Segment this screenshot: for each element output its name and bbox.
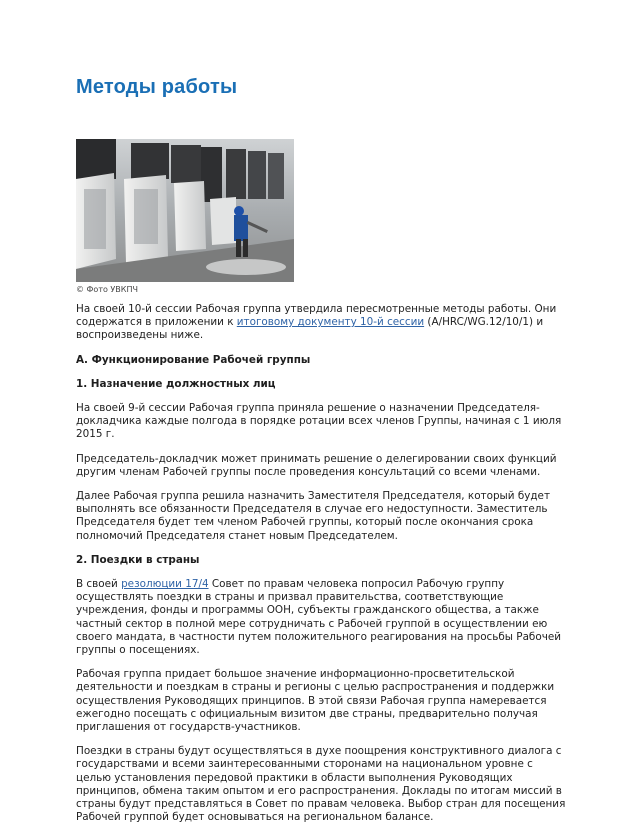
subsection-1-paragraph-3: Далее Рабочая группа решила назначить Заместителя Председателя, который будет выполнять все обязанности Председателя в случае его недоступности. Заместитель Председателя будет тем членом Рабочей группы, который после окончания срока полномочий Председателя станет новым Председателем. [76,490,551,542]
subsection-1-heading: 1. Назначение должностных лиц [76,377,276,390]
factory-photo-drawing [76,139,294,282]
page-title: Методы работы [76,76,238,98]
resolution-17-4-link[interactable]: резолюции 17/4 [121,578,209,591]
sub2-text-2: Совет по правам человека попросил Рабочую группу осуществлять поездки в страны и призвал правительства, соответствующие учреждения, фонды и программы ООН, субъекты гражданского общества, а также частный сектор в полной мере сотрудничать с Рабочей группой в осуществлении ею своего мандата, в частности путем положительного реагирования на просьбы Рабочей группы о посещениях. [76,578,561,657]
subsection-2-paragraph-3: Поездки в страны будут осуществляться в духе поощрения конструктивного диалога с государствами и всеми заинтересованными сторонами на национальном уровне с целью установления передовой практики в области выполнения Руководящих принципов, обмена таким опытом и его распространения. Доклады по итогам миссий в страны будут представляться в Совет по правам человека. Выбор стран для посещения Рабочей группой будет основываться на региональном балансе. [76,745,566,824]
subsection-2-paragraph-1 [76,578,566,657]
subsection-2-paragraph-2: Рабочая группа придает большое значение информационно-просветительской деятельности и поездкам в страны и регионы с целью распространения и поддержки осуществления Руководящих принципов. В этой связи Рабочая группа намеревается ежегодно посещать с официальным визитом две страны, предварительно получая приглашения от государств-участников. [76,668,555,734]
subsection-2-heading: 2. Поездки в страны [76,553,200,566]
document-body [76,303,566,836]
intro-text-2: (A/HRC/WG.12/10/1) и воспроизведены ниже. [76,316,544,342]
factory-photo [76,139,294,282]
subsection-1-paragraph-1: На своей 9-й сессии Рабочая группа приняла решение о назначении Председателя-докладчика каждые полгода в порядке ротации всех членов Группы, начиная с 1 июля 2015 г. [76,402,562,441]
subsection-1-paragraph-2: Председатель-докладчик может принимать решение о делегировании своих функций другим членам Рабочей группы после проведения консультаций со всеми членами. [76,452,557,478]
section-a-heading: А. Функционирование Рабочей группы [76,353,311,366]
intro-text-1: На своей 10-й сессии Рабочая группа утвердила пересмотренные методы работы. Они содержатся в приложении к [76,303,557,329]
intro-paragraph [76,303,566,343]
photo-caption: © Фото УВКПЧ [76,285,138,294]
sub2-text-1: В своей [76,578,122,591]
outcome-document-link[interactable]: итоговому документу 10-й сессии [236,316,425,329]
